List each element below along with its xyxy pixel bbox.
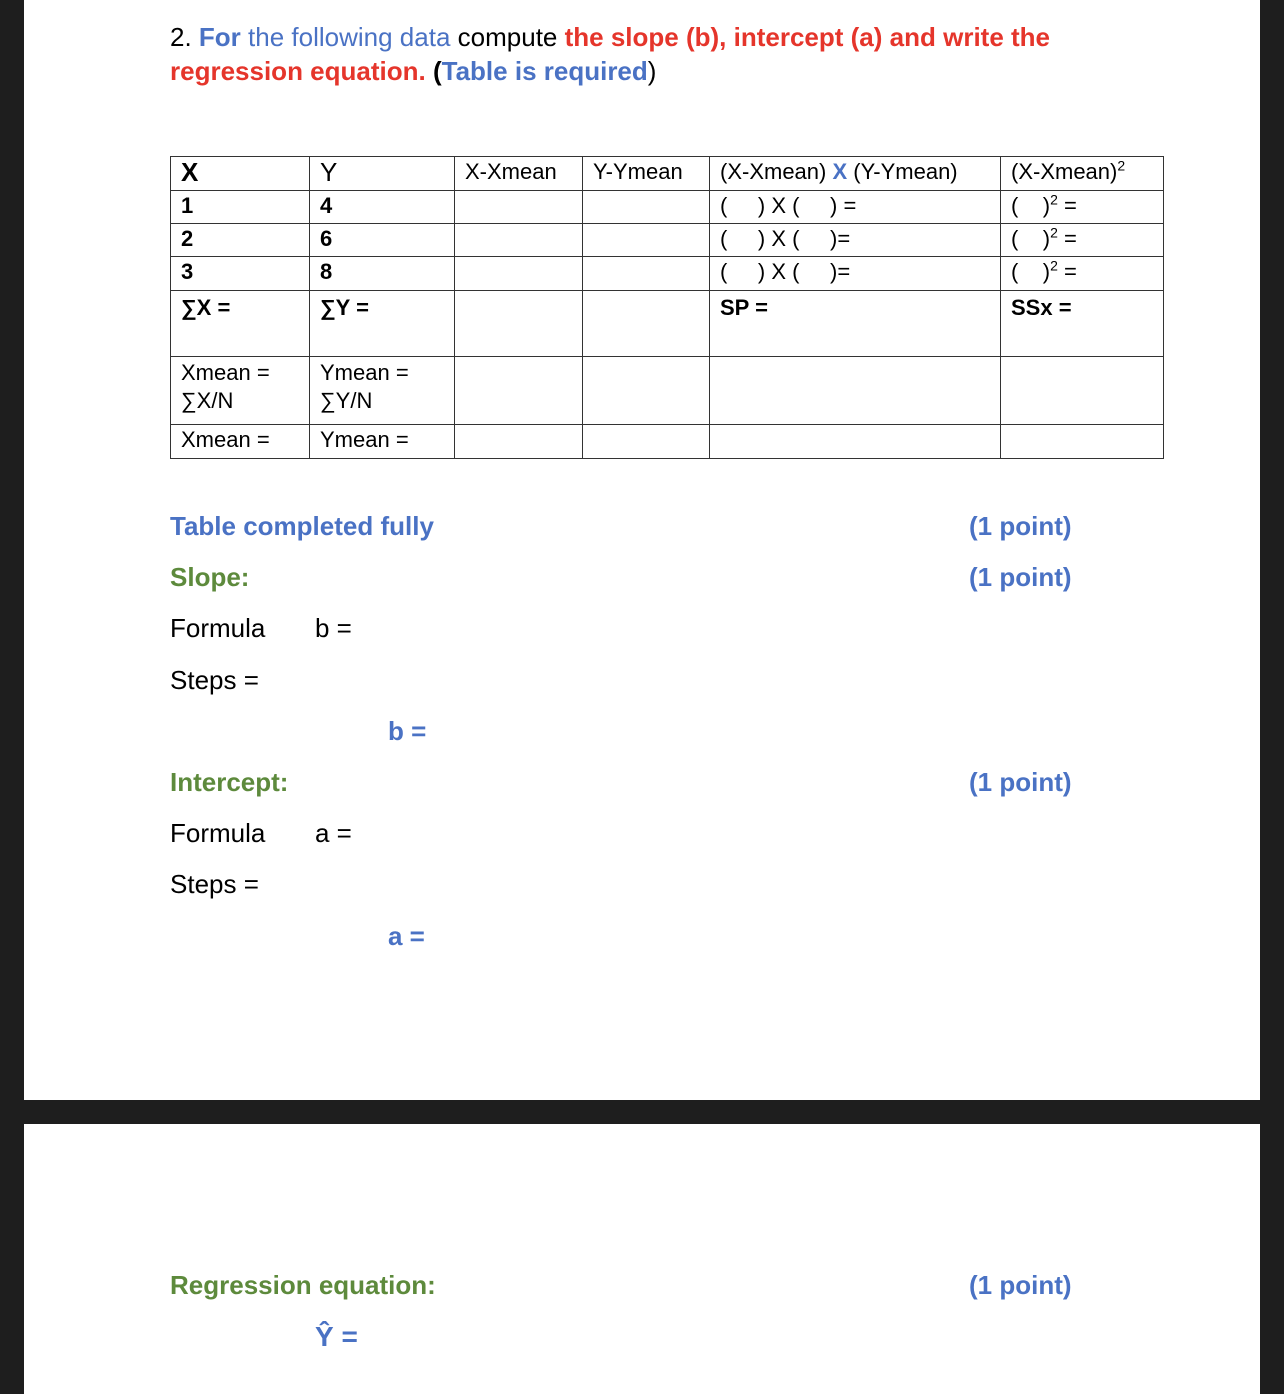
cell-x-dev-3[interactable]	[455, 257, 583, 291]
cell-square-2-eq: =	[1057, 226, 1077, 251]
cell-y-dev-3[interactable]	[583, 257, 710, 291]
question-number: 2.	[170, 22, 192, 52]
regression-points: (1 point)	[969, 1270, 1072, 1300]
page-1	[24, 0, 1260, 1100]
cell-y-dev-2[interactable]	[583, 224, 710, 257]
slope-points: (1 point)	[969, 562, 1072, 592]
cell-product-3[interactable]: ( ) X ( )=	[710, 257, 1001, 291]
ssx-total[interactable]: SSx =	[1001, 291, 1164, 357]
paren-close: )	[647, 56, 657, 86]
header-product-right: (Y-Ymean)	[853, 159, 958, 184]
cell-square-1-base: ( )	[1011, 193, 1051, 218]
slope-steps-label[interactable]: Steps =	[170, 665, 259, 695]
sum-x[interactable]: ∑X =	[171, 291, 310, 357]
cell-product-1[interactable]: ( ) X ( ) =	[710, 191, 1001, 224]
cell-y-2: 6	[310, 224, 455, 257]
paren-open: (	[432, 56, 442, 86]
table-header-row	[171, 157, 1164, 191]
header-squared-exp: 2	[1117, 157, 1126, 174]
cell-y-dev-1[interactable]	[583, 191, 710, 224]
slope-label: Slope:	[170, 562, 250, 592]
header-product-left: (X-Xmean)	[720, 159, 827, 184]
xmean-formula: Xmean = ∑X/N	[171, 357, 310, 425]
question-for: For	[198, 22, 241, 52]
table-row	[171, 191, 1164, 224]
cell-square-2-base: ( )	[1011, 226, 1051, 251]
sum-y-dev[interactable]	[583, 291, 710, 357]
ymean-formula: Ymean = ∑Y/N	[310, 357, 455, 425]
regression-equation-input[interactable]: Ŷ =	[315, 1321, 358, 1352]
question-task: the slope (b), intercept (a) and write the	[564, 22, 1051, 52]
ymean-value[interactable]: Ymean =	[310, 425, 455, 459]
slope-result[interactable]: b =	[388, 716, 427, 746]
sp-total[interactable]: SP =	[710, 291, 1001, 357]
regression-label: Regression equation:	[170, 1270, 436, 1300]
cell-square-3[interactable]: ( )$^2$ =	[1001, 257, 1164, 291]
question-line-1	[170, 20, 1050, 54]
slope-formula-label: Formula	[170, 613, 266, 643]
question-line-2	[170, 54, 656, 88]
slope-formula-input[interactable]: b =	[315, 613, 352, 643]
table-sum-row	[171, 291, 1164, 357]
table-row	[171, 257, 1164, 291]
sum-y[interactable]: ∑Y =	[310, 291, 455, 357]
table-row	[171, 224, 1164, 257]
cell-x-3: 3	[171, 257, 310, 291]
intercept-label: Intercept:	[170, 767, 289, 797]
question-regression: regression equation.	[170, 56, 426, 86]
table-completed-label: Table completed fully	[170, 511, 434, 541]
table-required: Table is required	[441, 56, 648, 86]
cell-square-1[interactable]: ( )$^2$ =	[1001, 191, 1164, 224]
cell-y-1: 4	[310, 191, 455, 224]
cell-square-2[interactable]: ( )$^2$ =	[1001, 224, 1164, 257]
header-squared-base: (X-Xmean)	[1011, 159, 1118, 184]
xmean-value[interactable]: Xmean =	[171, 425, 310, 459]
intercept-formula-input[interactable]: a =	[315, 818, 352, 848]
cell-x-2: 2	[171, 224, 310, 257]
cell-x-dev-2[interactable]	[455, 224, 583, 257]
cell-y-3: 8	[310, 257, 455, 291]
cell-square-3-base: ( )	[1011, 259, 1051, 284]
question-data-phrase: the following data	[248, 22, 451, 52]
header-y-ymean: Y-Ymean	[583, 157, 710, 191]
sum-x-dev[interactable]	[455, 291, 583, 357]
cell-x-dev-1[interactable]	[455, 191, 583, 224]
table-mean-row	[171, 425, 1164, 459]
header-product-times: X	[832, 159, 848, 184]
table-mean-formula-row	[171, 357, 1164, 425]
cell-square-1-eq: =	[1057, 193, 1077, 218]
cell-product-2[interactable]: ( ) X ( )=	[710, 224, 1001, 257]
intercept-formula-label: Formula	[170, 818, 266, 848]
page-2	[24, 1124, 1260, 1394]
question-compute: compute	[457, 22, 558, 52]
intercept-points: (1 point)	[969, 767, 1072, 797]
header-y: Y	[310, 157, 455, 191]
intercept-result[interactable]: a =	[388, 921, 425, 951]
header-x: X	[171, 157, 310, 191]
table-points: (1 point)	[969, 511, 1072, 541]
header-product	[710, 157, 1001, 191]
header-x-xmean: X-Xmean	[455, 157, 583, 191]
cell-x-1: 1	[171, 191, 310, 224]
header-squared	[1001, 157, 1164, 191]
intercept-steps-label[interactable]: Steps =	[170, 869, 259, 899]
cell-square-3-eq: =	[1057, 259, 1077, 284]
data-table	[170, 156, 1164, 459]
